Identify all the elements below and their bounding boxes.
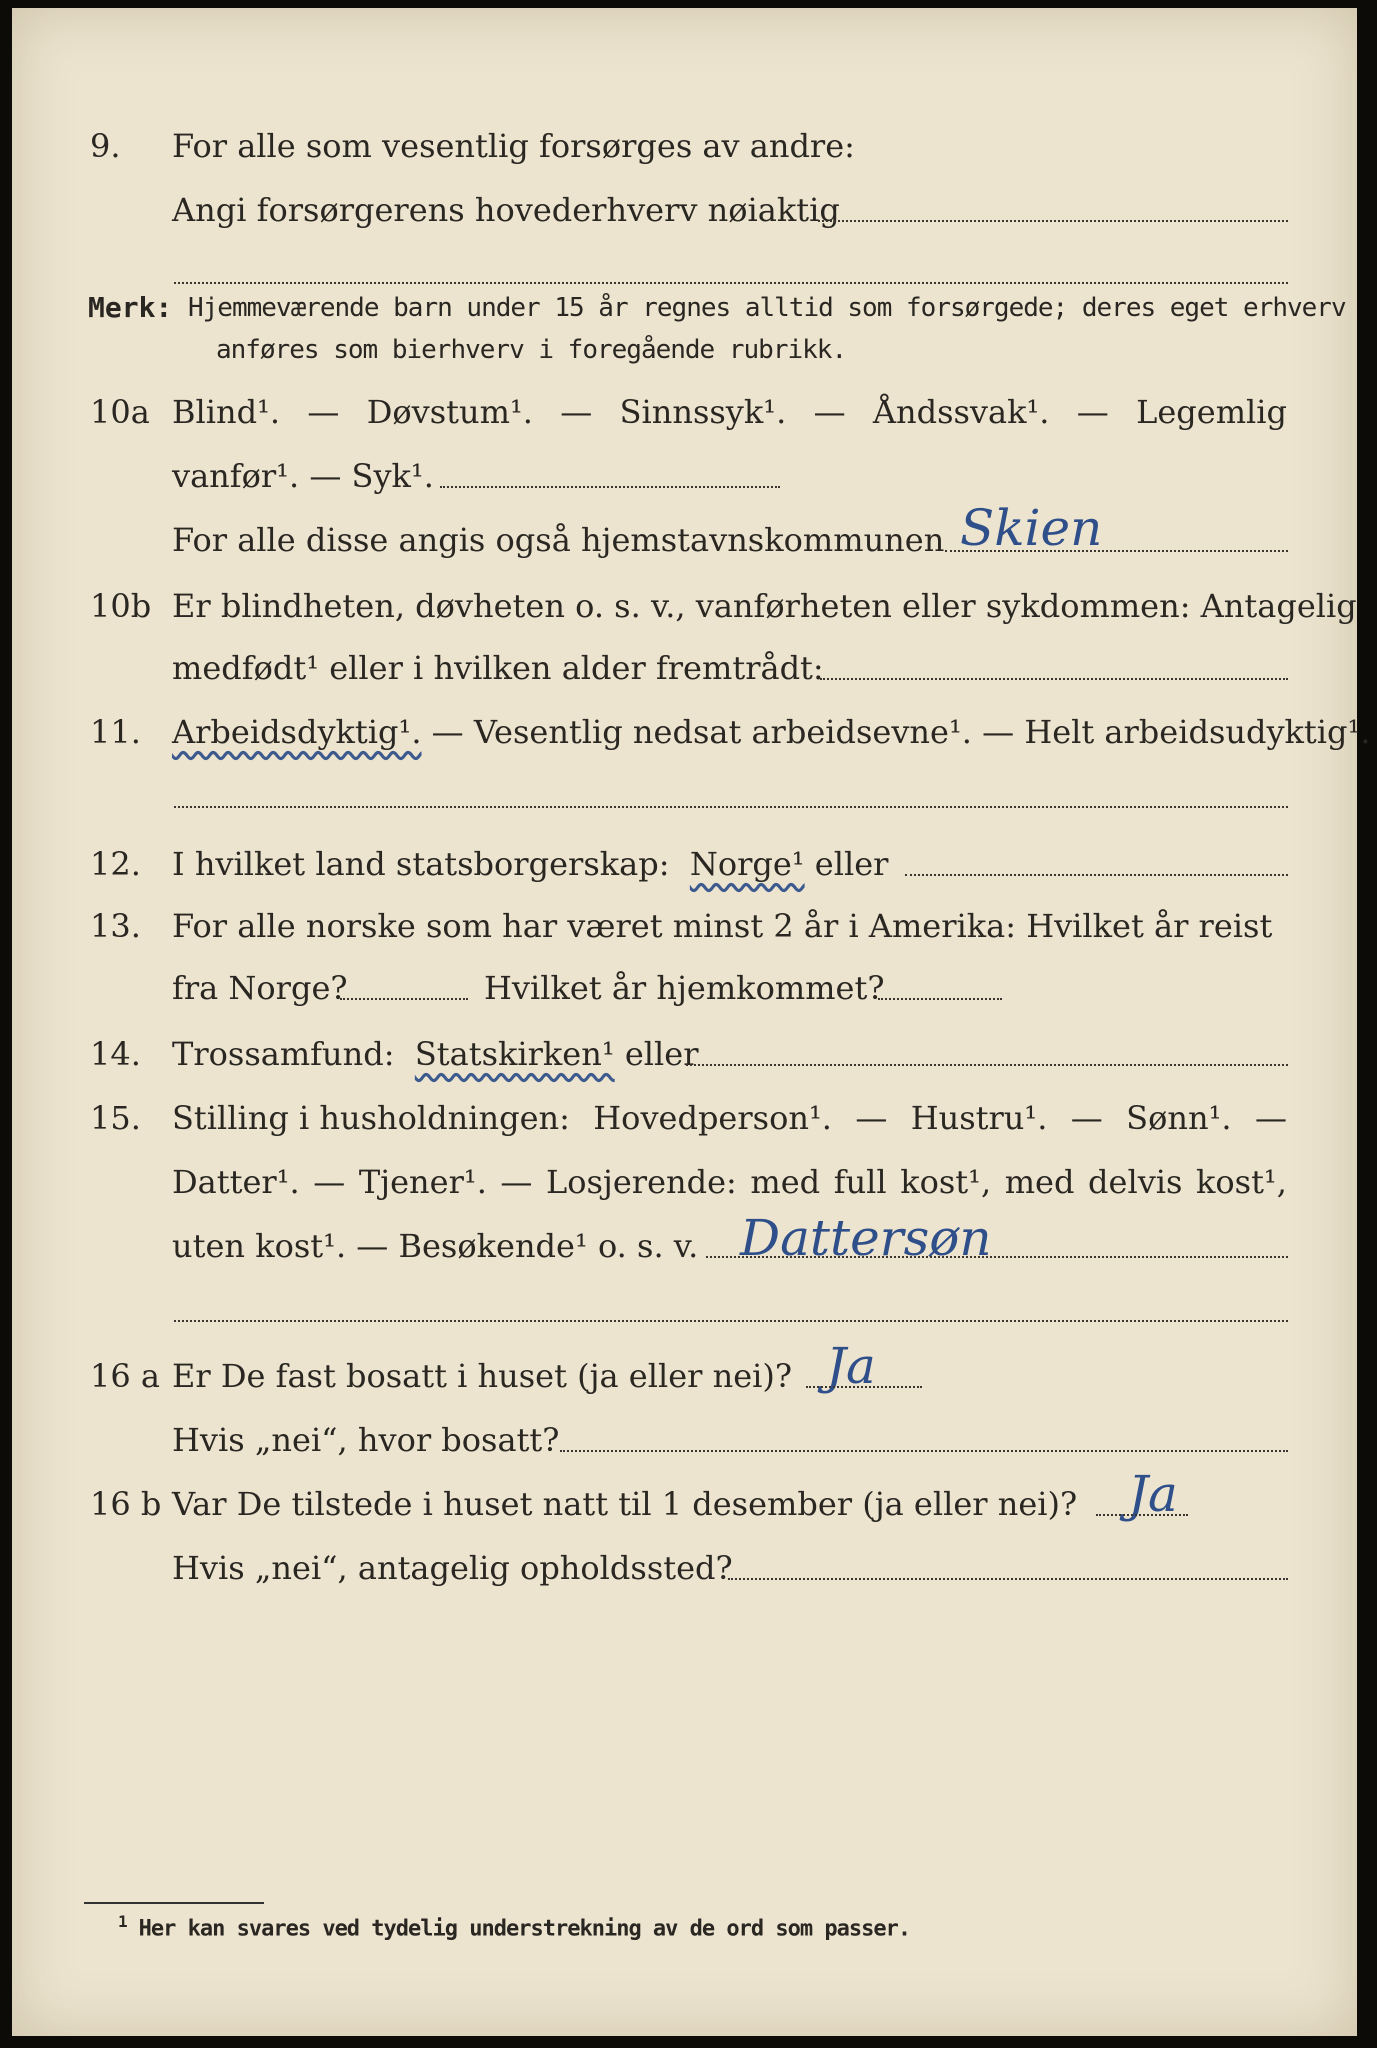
q10a-row-2 [0, 448, 1377, 504]
q12-suffix: eller [814, 845, 889, 883]
q10a-word: Sinnssyk¹. [619, 393, 787, 431]
q15-options [172, 1090, 1287, 1146]
q9-number: 9. [90, 127, 121, 165]
q15-word: full [833, 1163, 887, 1201]
q10b-row-2 [0, 640, 1377, 696]
q13-text-2b: Hvilket år hjemkommet? [484, 969, 885, 1007]
q13-row-2 [0, 960, 1377, 1016]
merk-text: Hjemmeværende barn under 15 år regnes alltid som forsørgede; deres eget erhverv [188, 293, 1346, 323]
q15-row [0, 1090, 1377, 1146]
q9-answer-line-2[interactable] [174, 282, 1288, 284]
q10a-word: Legemlig [1136, 393, 1287, 431]
q9-row [0, 118, 1377, 174]
q15-row-3 [0, 1218, 1377, 1274]
q11-row [0, 704, 1377, 760]
q14-number: 14. [90, 1035, 141, 1073]
q15-word: — [500, 1163, 533, 1201]
q16b-text-2: Hvis „nei“, antagelig opholdssted? [172, 1549, 733, 1587]
q15-word: Sønn¹. [1126, 1099, 1232, 1137]
q10a-handwritten-answer: Skien [960, 499, 1103, 557]
q15-word: Losjerende: [545, 1163, 737, 1201]
q15-word: — [1254, 1099, 1287, 1137]
q10a-word: — [813, 393, 846, 431]
q10a-row [0, 384, 1377, 440]
q11-text [172, 704, 1371, 760]
q13-number: 13. [90, 907, 141, 945]
q15-word: Datter¹. [172, 1163, 300, 1201]
q15-word: kost¹, [1195, 1163, 1287, 1201]
q15-answer-line-2[interactable] [174, 1320, 1288, 1322]
q10a-answer-line[interactable] [945, 550, 1288, 552]
q15-word: Hovedperson¹. [593, 1099, 832, 1137]
q10b-answer-line[interactable] [820, 678, 1288, 680]
q12-row [0, 836, 1377, 892]
q11-answer-line[interactable] [174, 806, 1288, 808]
q16a-bosatt-line[interactable] [560, 1450, 1288, 1452]
merk-text-2: anføres som bierhverv i foregående rubrikk. [216, 335, 847, 365]
q16b-text: Var De tilstede i huset natt til 1 desember (ja eller nei)? [172, 1485, 1078, 1523]
q14-row [0, 1026, 1377, 1082]
q16b-opholdssted-line[interactable] [728, 1578, 1288, 1580]
q10a-text-2: vanfør¹. — Syk¹. [172, 457, 434, 495]
q15-word: Stilling i husholdningen: [172, 1099, 570, 1137]
q13-reist-line[interactable] [340, 998, 468, 1000]
q10a-options [172, 384, 1287, 440]
q16a-number: 16 a [90, 1357, 160, 1395]
q10b-number: 10b [90, 587, 152, 625]
q10a-number: 10a [90, 393, 150, 431]
q15-row-2 [0, 1154, 1377, 1210]
q10a-word: — [307, 393, 340, 431]
q11-rest: — Vesentlig nedsat arbeidsevne¹. — Helt arbeidsudyktig¹. [421, 713, 1371, 751]
q16a-handwritten-answer: Ja [826, 1337, 876, 1395]
q10a-word: — [560, 393, 593, 431]
q13-text: For alle norske som har været minst 2 år i Amerika: Hvilket år reist [172, 907, 1273, 945]
q10a-word: Åndssvak¹. [872, 393, 1050, 431]
q15-options-2 [172, 1154, 1287, 1210]
q15-word: Tjener¹. [358, 1163, 487, 1201]
q15-word: kost¹, [900, 1163, 992, 1201]
q15-word: med [1004, 1163, 1075, 1201]
q12-number: 12. [90, 845, 141, 883]
q14-text [172, 1026, 698, 1082]
q9-answer-line[interactable] [818, 220, 1288, 222]
q10a-word: — [1076, 393, 1109, 431]
q13-text-2a: fra Norge? [172, 969, 348, 1007]
q14-underlined-answer: Statskirken¹ [414, 1035, 615, 1073]
q14-prefix: Trossamfund: [172, 1035, 395, 1073]
q12-answer-line[interactable] [905, 874, 1288, 876]
q15-word: delvis [1088, 1163, 1183, 1201]
q13-hjemkommet-line[interactable] [878, 998, 1002, 1000]
q15-word: Hustru¹. [910, 1099, 1048, 1137]
q14-answer-line[interactable] [686, 1064, 1288, 1066]
q10b-text-2: medfødt¹ eller i hvilken alder fremtrådt: [172, 649, 824, 687]
q15-answer-line[interactable] [706, 1256, 1288, 1258]
q15-word: — [855, 1099, 888, 1137]
q10b-row [0, 578, 1377, 634]
footnote-text: Her kan svares ved tydelig understrekning av de ord som passer. [138, 1916, 911, 1942]
q10a-word: Døvstum¹. [366, 393, 533, 431]
q11-underlined-answer: Arbeidsdyktig¹. [172, 713, 422, 751]
q15-word: — [313, 1163, 346, 1201]
q12-underlined-answer: Norge¹ [689, 845, 805, 883]
q11-number: 11. [90, 713, 141, 751]
q10a-row-3 [0, 512, 1377, 568]
q10a-syk-line[interactable] [440, 486, 780, 488]
q15-word: — [1070, 1099, 1103, 1137]
q16b-row-2 [0, 1540, 1377, 1596]
q12-prefix: I hvilket land statsborgerskap: [172, 845, 670, 883]
q16a-text: Er De fast bosatt i huset (ja eller nei)? [172, 1357, 793, 1395]
q10b-text: Er blindheten, døvheten o. s. v., vanførheten eller sykdommen: Antagelig [172, 587, 1357, 625]
q16a-row-2 [0, 1412, 1377, 1468]
q16a-row [0, 1348, 1377, 1404]
footnote-mark: 1 [118, 1912, 127, 1931]
q16b-handwritten-answer: Ja [1128, 1465, 1178, 1523]
q16b-number: 16 b [90, 1485, 162, 1523]
q13-row [0, 898, 1377, 954]
q15-text-3: uten kost¹. — Besøkende¹ o. s. v. [172, 1227, 699, 1265]
q15-number: 15. [90, 1099, 141, 1137]
q16b-answer-line[interactable] [1096, 1514, 1188, 1516]
q16a-answer-line[interactable] [806, 1386, 922, 1388]
q10a-word: Blind¹. [172, 393, 281, 431]
merk-label: Merk: [88, 291, 173, 324]
q10a-text-3: For alle disse angis også hjemstavnskommunen [172, 521, 945, 559]
q16a-text-2: Hvis „nei“, hvor bosatt? [172, 1421, 560, 1459]
q9-row-2 [0, 182, 1377, 238]
q12-text [172, 836, 888, 892]
q9-text-2: Angi forsørgerens hovederhverv nøiaktig [172, 191, 840, 229]
q15-handwritten-answer: Dattersøn [740, 1209, 992, 1267]
q15-word: med [750, 1163, 821, 1201]
footnote [118, 1904, 910, 1947]
q14-suffix: eller [624, 1035, 699, 1073]
q9-text: For alle som vesentlig forsørges av andre: [172, 127, 855, 165]
merk-row [0, 288, 1377, 328]
merk-row-2 [0, 330, 1377, 370]
